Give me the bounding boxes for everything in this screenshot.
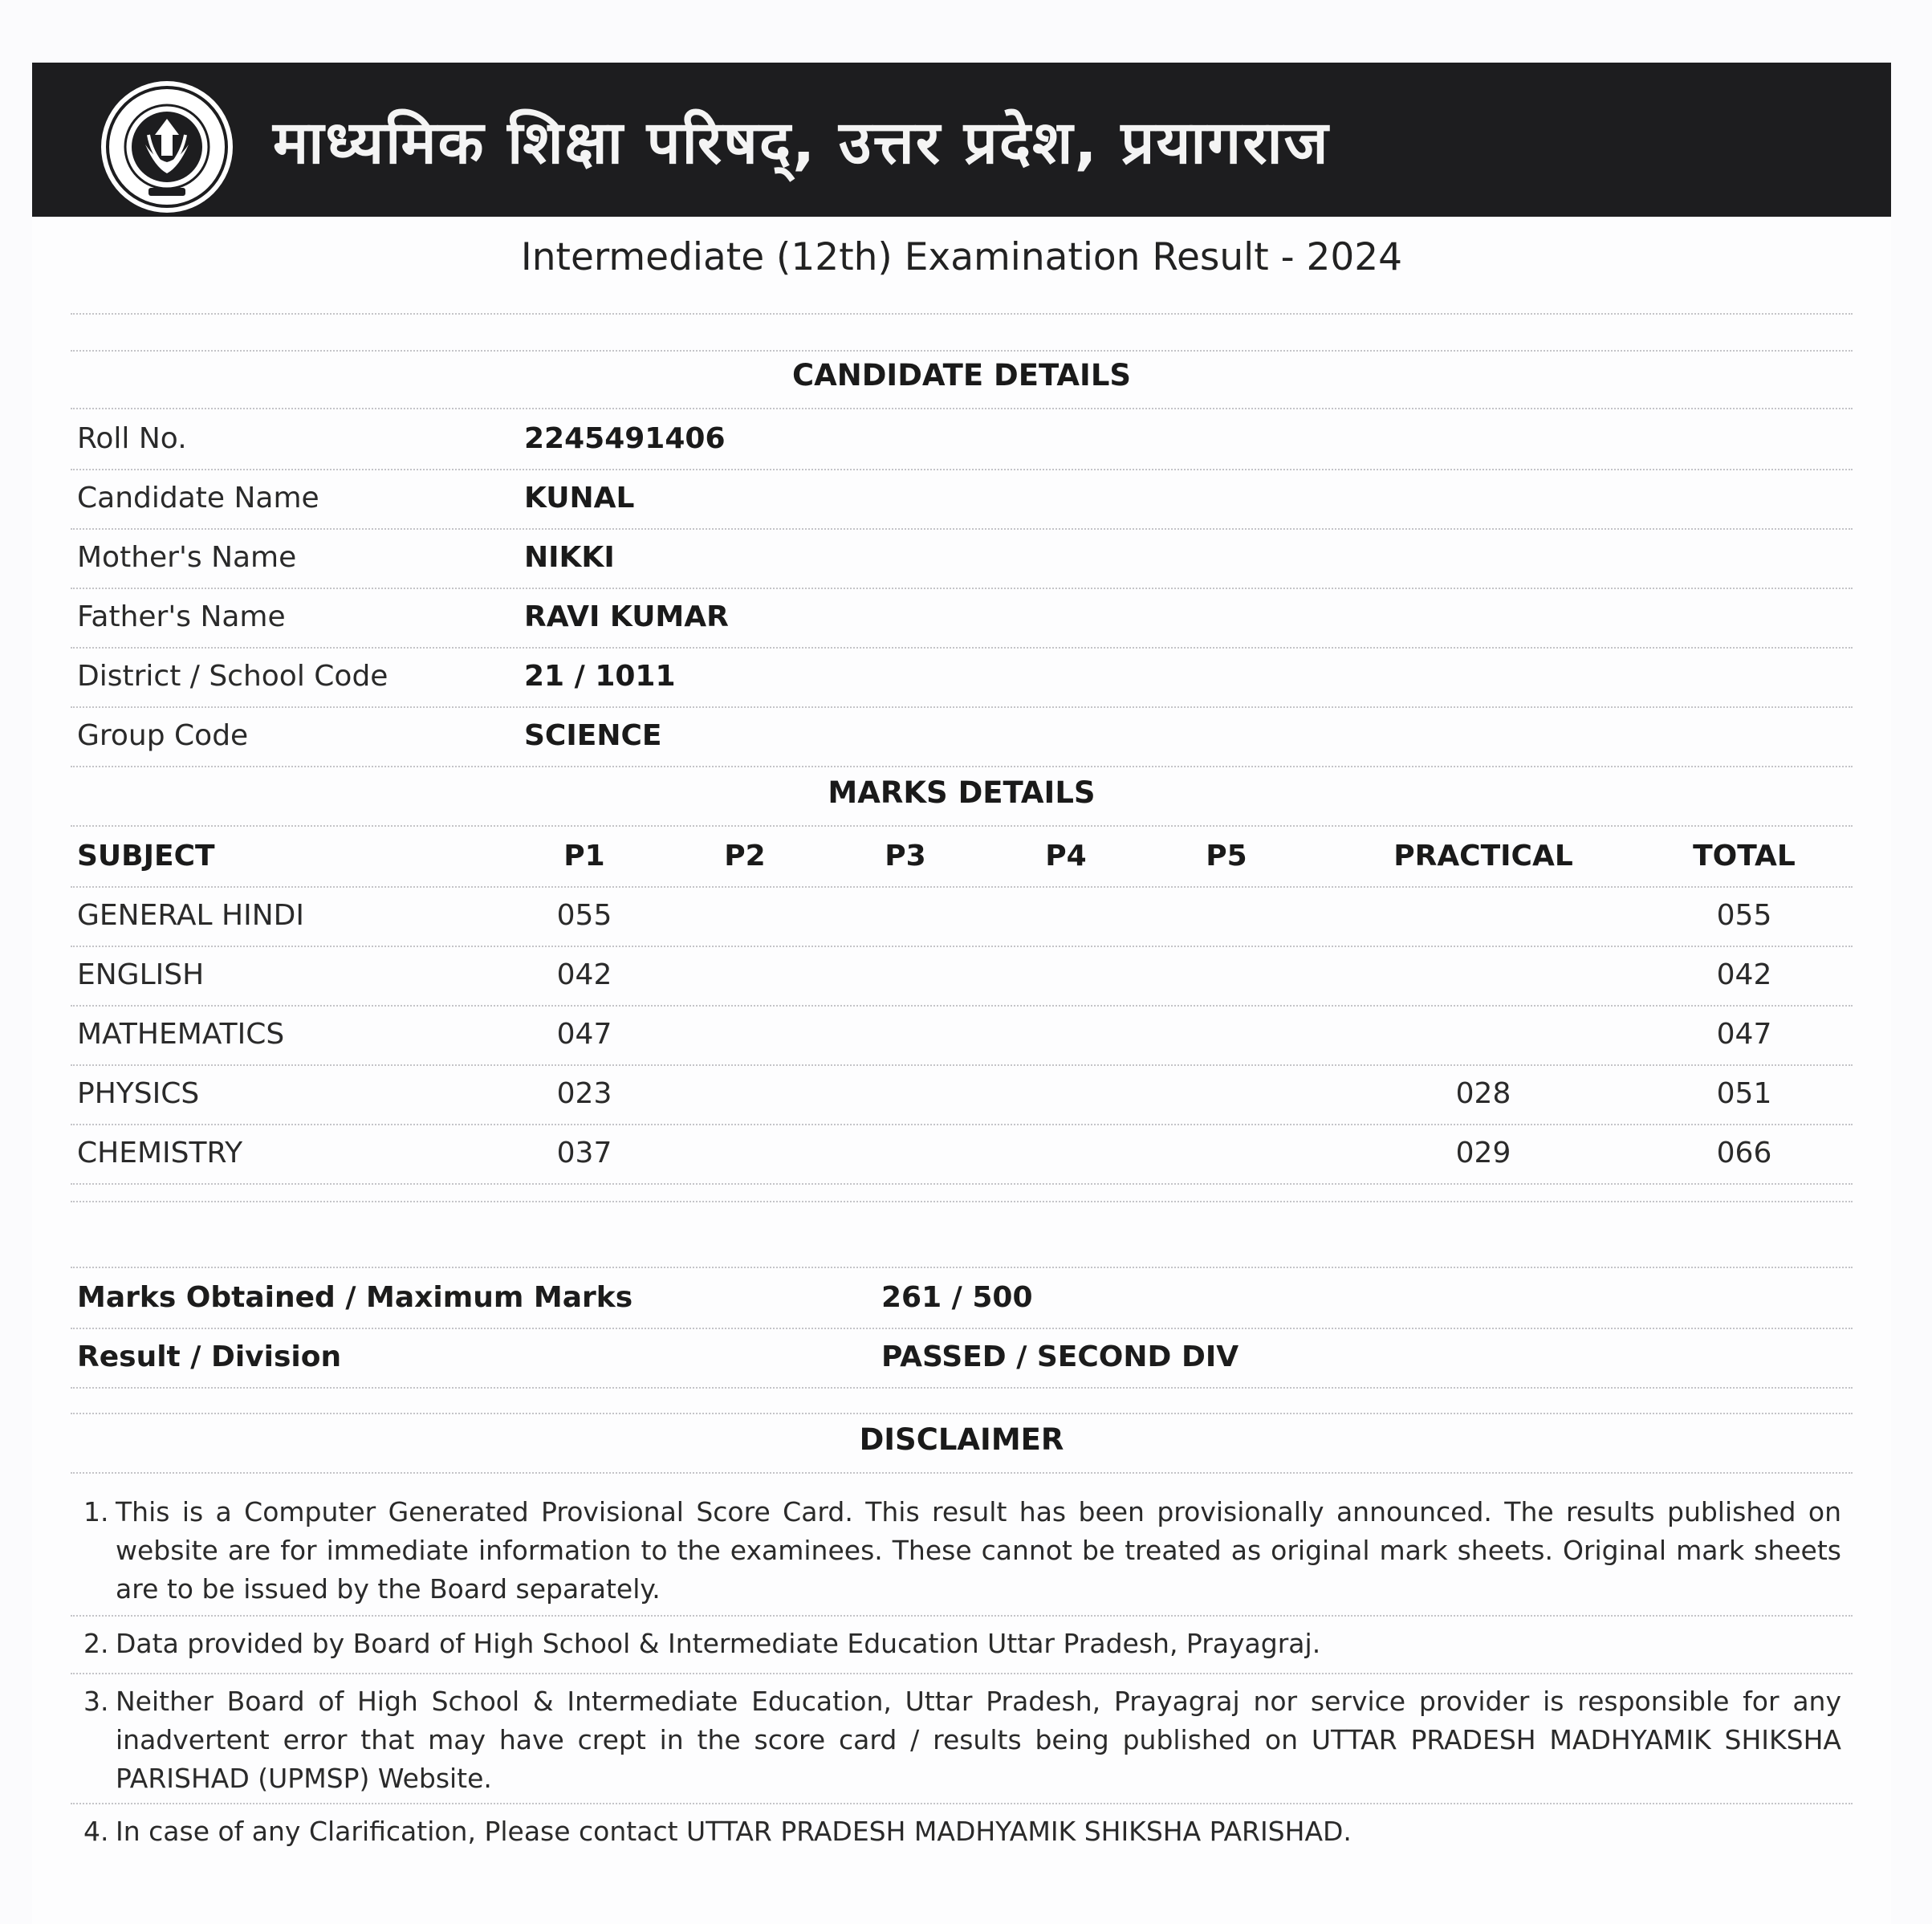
column-header-p1: P1	[563, 840, 605, 873]
subject-cell: ENGLISH	[77, 958, 205, 991]
column-header-total: TOTAL	[1693, 840, 1796, 873]
practical-cell: 028	[1455, 1077, 1511, 1110]
divider	[71, 313, 1853, 315]
p1-cell: 047	[556, 1018, 612, 1051]
total-cell: 047	[1716, 1018, 1772, 1051]
candidate-field-mother-name	[71, 528, 1853, 588]
disclaimer-number: 4.	[83, 1816, 109, 1847]
candidate-field-father-name	[71, 588, 1853, 647]
field-value: 21 / 1011	[524, 660, 676, 693]
field-value: NIKKI	[524, 541, 615, 574]
disclaimer-text: This is a Computer Generated Provisional Score Card. This result has been provisionally announced. The results published on website are for immediate information to the examinees. These cannot be treated as original mark sheets. Original mark sheets are to be issued by the Board separately.	[116, 1496, 1841, 1605]
subject-cell: GENERAL HINDI	[77, 899, 304, 932]
field-label: Group Code	[77, 719, 249, 752]
board-name-hindi: माध्यमिक शिक्षा परिषद्, उत्तर प्रदेश, प्रयागराज	[273, 108, 1330, 177]
divider	[71, 1472, 1853, 1474]
table-row	[71, 946, 1853, 1005]
divider	[71, 1413, 1853, 1414]
marks-details-heading: MARKS DETAILS	[828, 775, 1096, 810]
up-government-emblem-icon	[99, 79, 235, 215]
summary-marks-obtained	[71, 1268, 1853, 1328]
column-header-p5: P5	[1206, 840, 1247, 873]
field-label: Father's Name	[77, 600, 286, 633]
disclaimer-heading: DISCLAIMER	[859, 1422, 1064, 1457]
column-header-p2: P2	[724, 840, 766, 873]
table-row	[71, 1124, 1853, 1183]
subject-cell: CHEMISTRY	[77, 1137, 243, 1169]
total-cell: 042	[1716, 958, 1772, 991]
column-header-practical: PRACTICAL	[1393, 840, 1573, 873]
summary-value: 261 / 500	[881, 1281, 1033, 1314]
divider	[71, 766, 1853, 767]
disclaimer-number: 3.	[83, 1686, 109, 1717]
candidate-field-district-school-code	[71, 647, 1853, 706]
subject-cell: PHYSICS	[77, 1077, 200, 1110]
summary-label: Marks Obtained / Maximum Marks	[77, 1281, 633, 1314]
field-label: District / School Code	[77, 660, 388, 693]
field-value: RAVI KUMAR	[524, 600, 729, 633]
field-value: KUNAL	[524, 482, 635, 515]
divider	[71, 1183, 1853, 1185]
candidate-field-roll-no	[71, 409, 1853, 469]
field-value: SCIENCE	[524, 719, 662, 752]
candidate-field-name	[71, 469, 1853, 528]
practical-cell: 029	[1455, 1137, 1511, 1169]
total-cell: 055	[1716, 899, 1772, 932]
divider	[71, 1673, 1853, 1674]
column-header-p4: P4	[1045, 840, 1087, 873]
disclaimer-text: Data provided by Board of High School & Intermediate Education Uttar Pradesh, Prayagraj.	[116, 1628, 1321, 1659]
marks-table-header	[71, 827, 1853, 886]
total-cell: 066	[1716, 1137, 1772, 1169]
p1-cell: 023	[556, 1077, 612, 1110]
summary-value: PASSED / SECOND DIV	[881, 1340, 1239, 1373]
p1-cell: 055	[556, 899, 612, 932]
disclaimer-number: 1.	[83, 1496, 109, 1527]
table-row	[71, 1005, 1853, 1064]
p1-cell: 037	[556, 1137, 612, 1169]
divider	[71, 1387, 1853, 1389]
disclaimer-item	[71, 1812, 1853, 1851]
disclaimer-item	[71, 1625, 1853, 1663]
divider	[71, 1803, 1853, 1804]
p1-cell: 042	[556, 958, 612, 991]
header-banner	[32, 63, 1891, 217]
disclaimer-item	[71, 1682, 1853, 1798]
field-value: 2245491406	[524, 422, 726, 455]
disclaimer-item	[71, 1493, 1853, 1609]
field-label: Candidate Name	[77, 482, 319, 515]
divider	[71, 1615, 1853, 1617]
field-label: Roll No.	[77, 422, 187, 455]
disclaimer-text: In case of any Clarification, Please contact UTTAR PRADESH MADHYAMIK SHIKSHA PARISHAD.	[116, 1816, 1352, 1847]
column-header-subject: SUBJECT	[77, 840, 215, 873]
candidate-details-heading: CANDIDATE DETAILS	[791, 358, 1132, 393]
field-label: Mother's Name	[77, 541, 297, 574]
summary-label: Result / Division	[77, 1340, 342, 1373]
summary-result-division	[71, 1328, 1853, 1387]
disclaimer-number: 2.	[83, 1628, 109, 1659]
total-cell: 051	[1716, 1077, 1772, 1110]
subject-cell: MATHEMATICS	[77, 1018, 285, 1051]
disclaimer-text: Neither Board of High School & Intermediate Education, Uttar Pradesh, Prayagraj nor service provider is responsible for any inadvertent error that may have crept in the score card / results being published on UTTAR PRADESH MADHYAMIK SHIKSHA PARISHAD (UPMSP) Website.	[116, 1686, 1841, 1794]
candidate-field-group-code	[71, 706, 1853, 766]
divider	[71, 350, 1853, 352]
divider	[71, 1201, 1853, 1202]
table-row	[71, 1064, 1853, 1124]
table-row	[71, 886, 1853, 946]
result-sheet	[32, 63, 1891, 1924]
exam-title: Intermediate (12th) Examination Result - 2024	[520, 235, 1403, 279]
column-header-p3: P3	[885, 840, 926, 873]
